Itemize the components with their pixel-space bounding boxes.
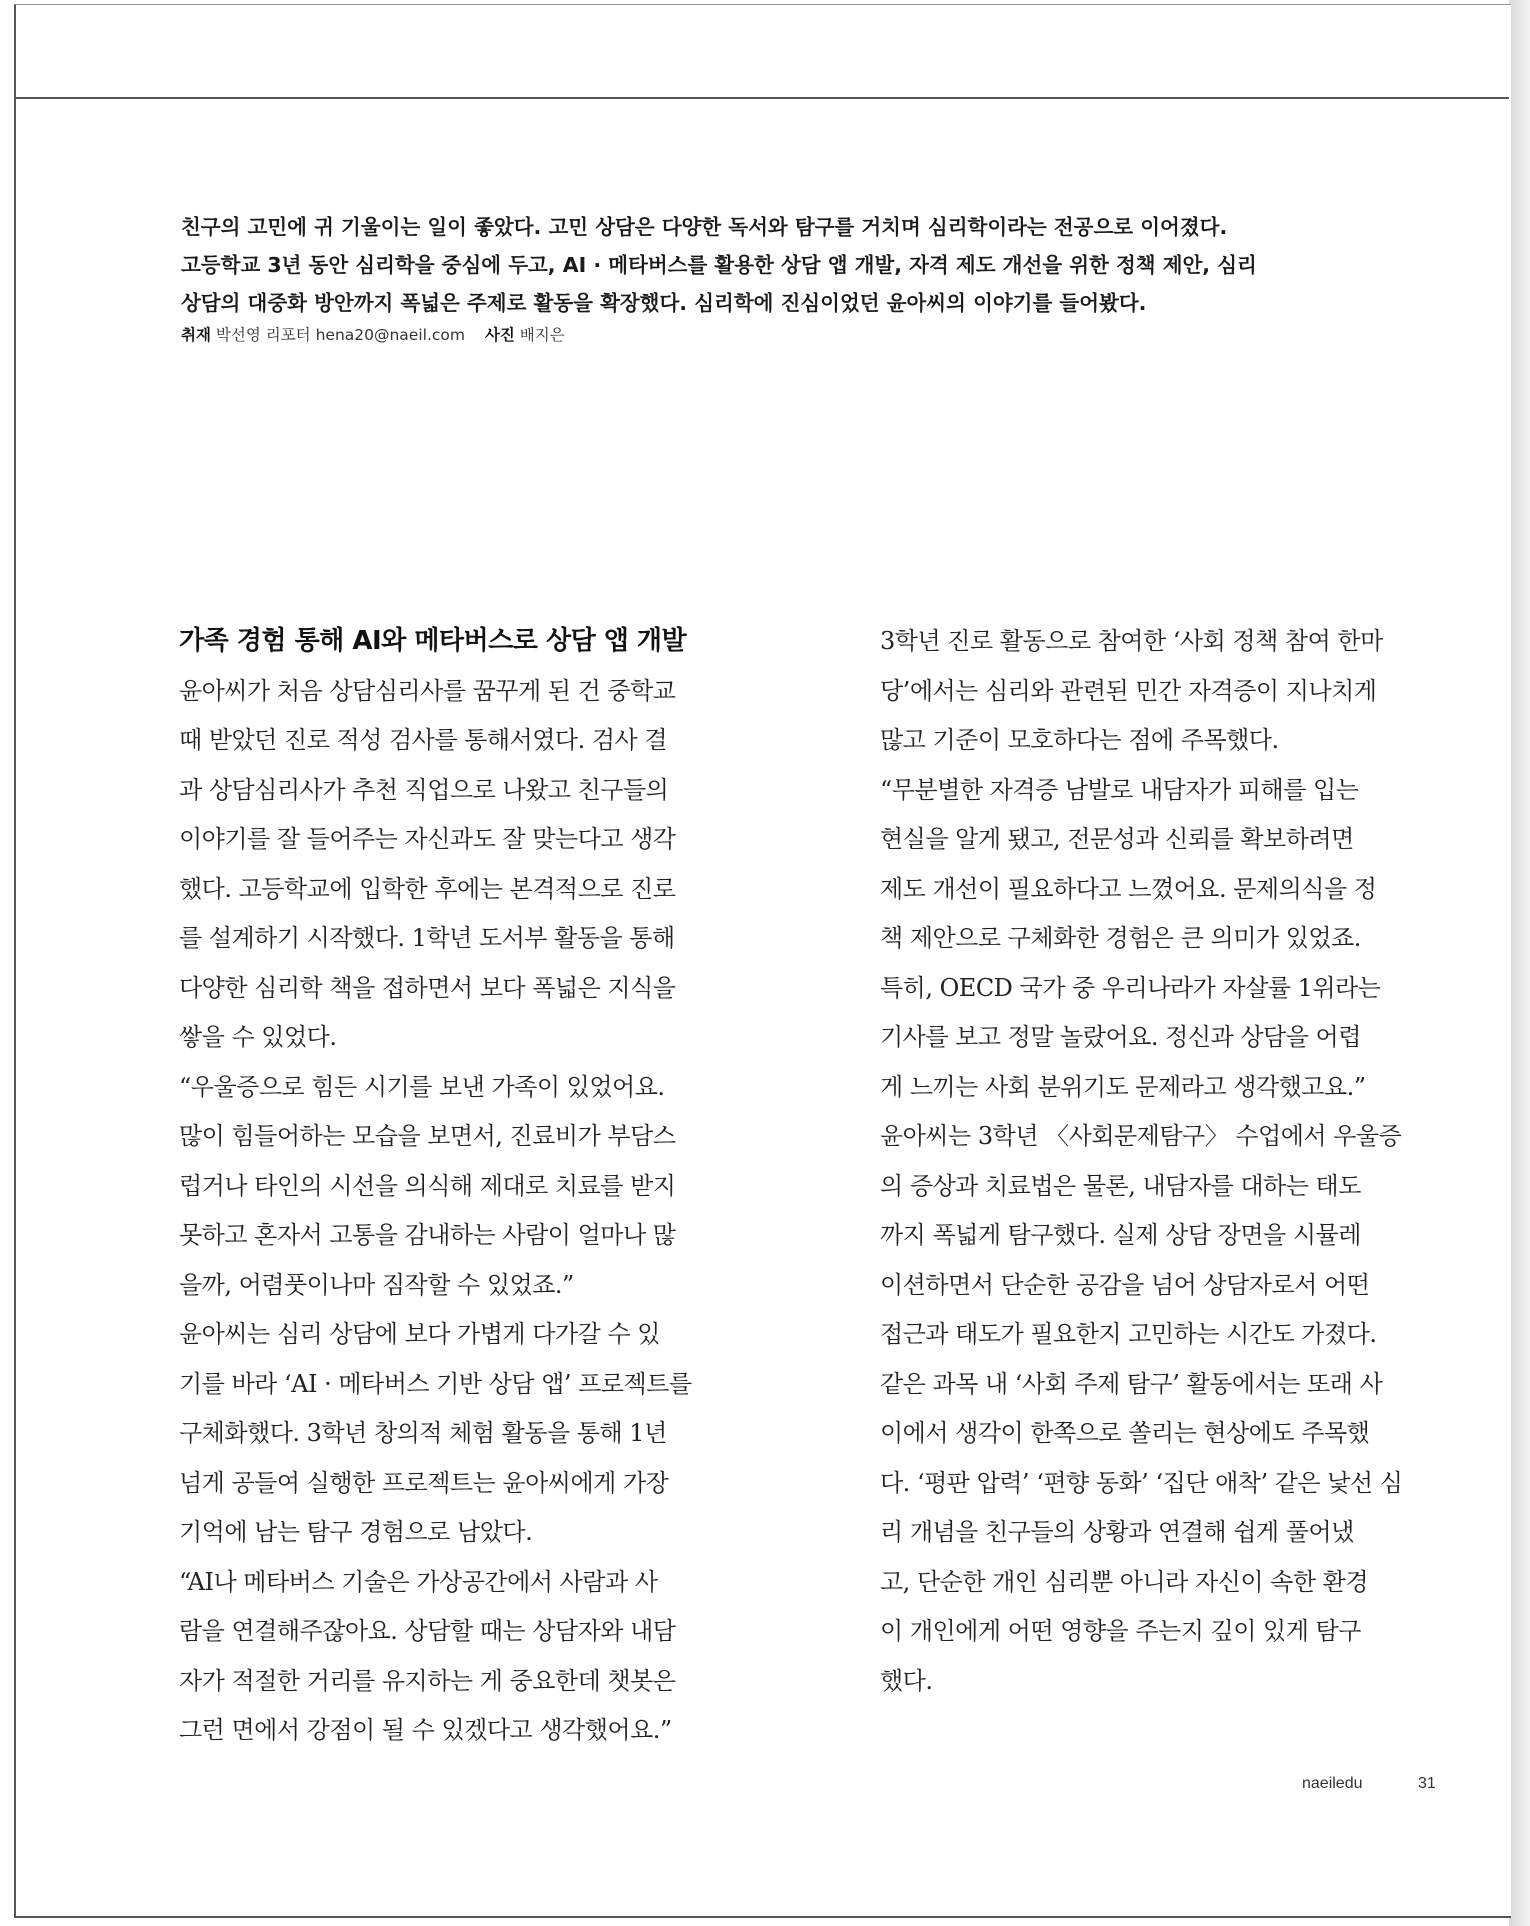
body-line: 윤아씨가 처음 상담심리사를 꿈꾸게 된 건 중학교 [179,676,676,705]
body-line: 다양한 심리학 책을 접하면서 보다 폭넓은 지식을 [179,973,676,1002]
section-subhead: 가족 경험 통해 AI와 메타버스로 상담 앱 개발 [179,626,687,656]
body-line: 그런 면에서 강점이 될 수 있겠다고 생각했어요.” [179,1716,672,1744]
body-line: 이 개인에게 어떤 영향을 주는지 깊이 있게 탐구 [880,1617,1361,1645]
body-line: 윤아씨는 심리 상담에 보다 가볍게 다가갈 수 있 [179,1320,660,1348]
body-line: 자가 적절한 거리를 유지하는 게 중요한데 챗봇은 [179,1666,676,1695]
byline [181,323,565,345]
body-line: 이에서 생각이 한쪽으로 쏠리는 현상에도 주목했 [880,1419,1370,1447]
body-line: 구체화했다. 3학년 창의적 체험 활동을 통해 1년 [179,1419,667,1447]
body-line: 다. ‘평판 압력’ ‘편향 동화’ ‘집단 애착’ 같은 낯선 심 [880,1468,1403,1497]
body-line: 게 느끼는 사회 분위기도 문제라고 생각했고요.” [880,1072,1366,1101]
lead-line: 친구의 고민에 귀 기울이는 일이 좋았다. 고민 상담은 다양한 독서와 탐구를 거치며 심리학이라는 전공으로 이어졌다. [181,215,1228,239]
byline-interview: 박선영 리포터 hena20@naeil.com [215,326,465,344]
lead-line: 고등학교 3년 동안 심리학을 중심에 두고, AI · 메타버스를 활용한 상담 앱 개발, 자격 제도 개선을 위한 정책 제안, 심리 [181,253,1257,277]
body-line: 럽거나 타인의 시선을 의식해 제대로 치료를 받지 [179,1171,676,1200]
body-line: 을까, 어렴풋이나마 짐작할 수 있었죠.” [179,1270,574,1299]
body-line: 이야기를 잘 들어주는 자신과도 잘 맞는다고 생각 [179,825,676,853]
body-line: 많이 힘들어하는 모습을 보면서, 진료비가 부담스 [179,1122,676,1150]
page-edge-shadow [1509,0,1530,1926]
body-line: 제도 개선이 필요하다고 느꼈어요. 문제의식을 정 [880,874,1377,903]
body-line: 책 제안으로 구체화한 경험은 큰 의미가 있었죠. [880,924,1361,952]
byline-photo: 배지은 [519,326,565,344]
body-line: 넘게 공들여 실행한 프로젝트는 윤아씨에게 가장 [179,1468,669,1497]
body-line: 고, 단순한 개인 심리뿐 아니라 자신이 속한 환경 [880,1567,1369,1596]
body-line: 기억에 남는 탐구 경험으로 남았다. [179,1518,533,1546]
body-line: 많고 기준이 모호하다는 점에 주목했다. [880,726,1279,754]
body-line: 했다. 고등학교에 입학한 후에는 본격적으로 진로 [179,874,676,903]
body-line: 를 설계하기 시작했다. 1학년 도서부 활동을 통해 [179,924,675,952]
page-number: 31 [1418,1775,1436,1792]
lead-paragraph [181,208,1361,322]
body-line: 이션하면서 단순한 공감을 넘어 상담자로서 어떤 [880,1270,1370,1299]
body-line: 했다. [880,1666,933,1695]
body-line: 당’에서는 심리와 관련된 민간 자격증이 지나치게 [880,676,1377,705]
right-column [880,617,1455,1706]
byline-interview-label: 취재 [181,326,211,344]
left-column [179,617,754,1756]
body-line: 기를 바라 ‘AI · 메타버스 기반 상담 앱’ 프로젝트를 [179,1369,692,1398]
body-line: 특히, OECD 국가 중 우리나라가 자살률 1위라는 [880,973,1381,1002]
header-rule [16,97,1509,99]
body-line: 윤아씨는 3학년 〈사회문제탐구〉 수업에서 우울증 [880,1122,1402,1150]
body-line: 현실을 알게 됐고, 전문성과 신뢰를 확보하려면 [880,825,1354,853]
footer-magazine-name: naeiledu [1302,1775,1363,1792]
body-line: “무분별한 자격증 남발로 내담자가 피해를 입는 [880,775,1359,804]
body-line: 접근과 태도가 필요한지 고민하는 시간도 가졌다. [880,1320,1377,1348]
byline-photo-label: 사진 [484,326,515,344]
body-line: 3학년 진로 활동으로 참여한 ‘사회 정책 참여 한마 [880,627,1383,655]
body-line: 기사를 보고 정말 놀랐어요. 정신과 상담을 어렵 [880,1023,1361,1051]
body-line: 의 증상과 치료법은 물론, 내담자를 대하는 태도 [880,1171,1361,1200]
body-line: 때 받았던 진로 적성 검사를 통해서였다. 검사 결 [179,726,668,754]
body-line: 까지 폭넓게 탐구했다. 실제 상담 장면을 시뮬레 [880,1221,1361,1249]
body-line: 람을 연결해주잖아요. 상담할 때는 상담자와 내담 [179,1617,676,1645]
body-line: “AI나 메타버스 기술은 가상공간에서 사람과 사 [179,1567,658,1596]
body-line: “우울증으로 힘든 시기를 보낸 가족이 있었어요. [179,1072,665,1101]
body-line: 과 상담심리사가 추천 직업으로 나왔고 친구들의 [179,775,669,804]
body-line: 같은 과목 내 ‘사회 주제 탐구’ 활동에서는 또래 사 [880,1369,1383,1398]
lead-line: 상담의 대중화 방안까지 폭넓은 주제로 활동을 확장했다. 심리학에 진심이었던 윤아씨의 이야기를 들어봤다. [181,291,1147,315]
body-line: 쌓을 수 있었다. [179,1023,337,1051]
body-line: 리 개념을 친구들의 상황과 연결해 쉽게 풀어냈 [880,1518,1354,1546]
body-line: 못하고 혼자서 고통을 감내하는 사람이 얼마나 많 [179,1221,676,1249]
